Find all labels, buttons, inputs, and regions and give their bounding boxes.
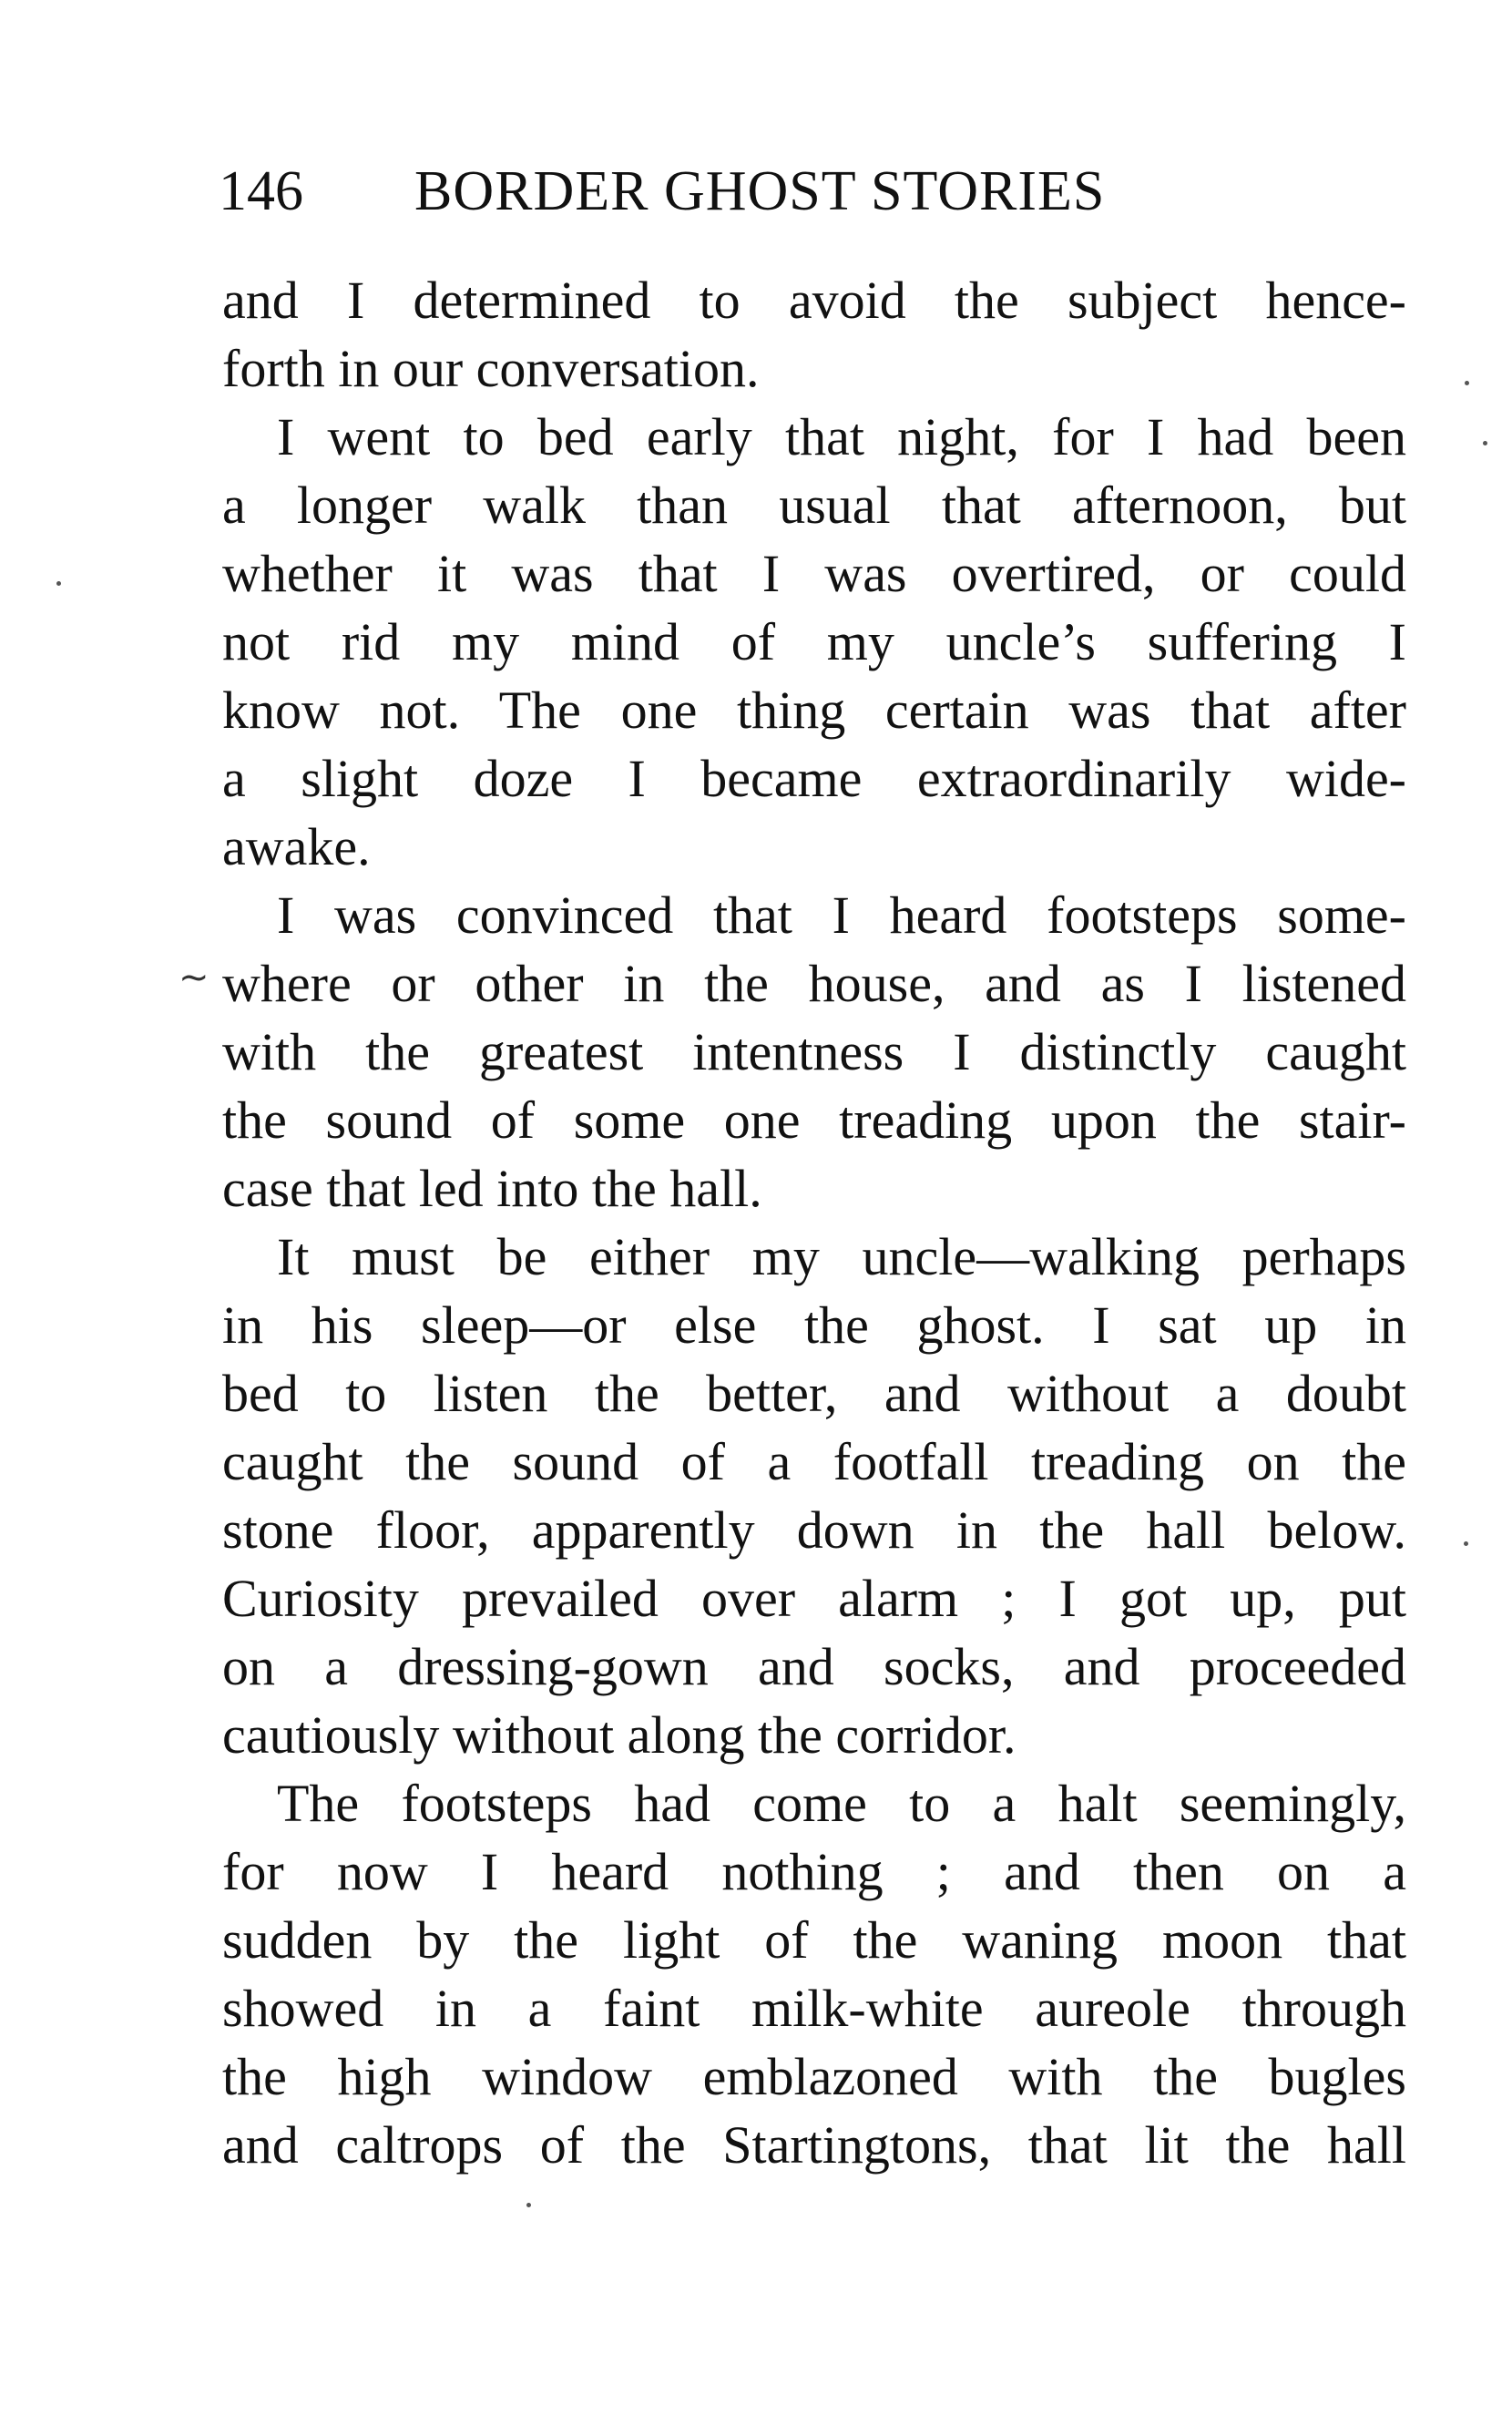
text-line: bed to listen the better, and without a doubt [222, 1364, 1406, 1423]
text-line: and caltrops of the Startingtons, that lit the hall [222, 2115, 1406, 2175]
running-head [219, 155, 1403, 228]
stray-dot [1465, 381, 1469, 385]
text-line: caught the sound of a footfall treading on the [222, 1432, 1406, 1491]
stray-dot [1464, 1541, 1468, 1546]
text-line: stone floor, apparently down in the hall below. [222, 1500, 1406, 1560]
text-line: Curiosity prevailed over alarm ; I got up, put [222, 1569, 1406, 1628]
text-line: awake. [222, 817, 371, 876]
text-line: for now I heard nothing ; and then on a [222, 1842, 1406, 1901]
text-line: a longer walk than usual that afternoon, but [222, 476, 1406, 535]
text-line: whether it was that I was overtired, or could [222, 544, 1406, 603]
page-number: 146 [219, 160, 303, 222]
stray-dot [56, 581, 61, 586]
text-line: It must be either my uncle—walking perhaps [277, 1227, 1406, 1286]
text-line: I was convinced that I heard footsteps some- [277, 885, 1406, 945]
text-line: sudden by the light of the waning moon that [222, 1910, 1406, 1970]
text-line: the sound of some one treading upon the stair- [222, 1090, 1406, 1150]
text-line: cautiously without along the corridor. [222, 1705, 1017, 1765]
text-line: with the greatest intentness I distinctly caught [222, 1022, 1406, 1081]
text-line: The footsteps had come to a halt seemingly, [277, 1774, 1406, 1833]
text-line: the high window emblazoned with the bugles [222, 2047, 1406, 2106]
text-line: where or other in the house, and as I listened [222, 954, 1406, 1013]
margin-mark: ~ [179, 957, 209, 998]
stray-dot [1483, 441, 1487, 445]
body-text [222, 266, 1406, 2179]
stray-dot [526, 2203, 531, 2207]
text-line: showed in a faint milk-white aureole through [222, 1979, 1406, 2038]
text-line: a slight doze I became extraordinarily wide- [222, 749, 1406, 808]
text-line: in his sleep—or else the ghost. I sat up in [222, 1295, 1406, 1355]
text-line: know not. The one thing certain was that after [222, 681, 1406, 740]
text-line: and I determined to avoid the subject hence- [222, 271, 1406, 330]
text-line: forth in our conversation. [222, 339, 760, 398]
text-line: I went to bed early that night, for I had been [277, 407, 1406, 466]
text-line: on a dressing-gown and socks, and proceeded [222, 1637, 1406, 1696]
text-line: case that led into the hall. [222, 1159, 762, 1218]
book-title: BORDER GHOST STORIES [414, 160, 1106, 222]
text-line: not rid my mind of my uncle’s suffering I [222, 612, 1406, 671]
